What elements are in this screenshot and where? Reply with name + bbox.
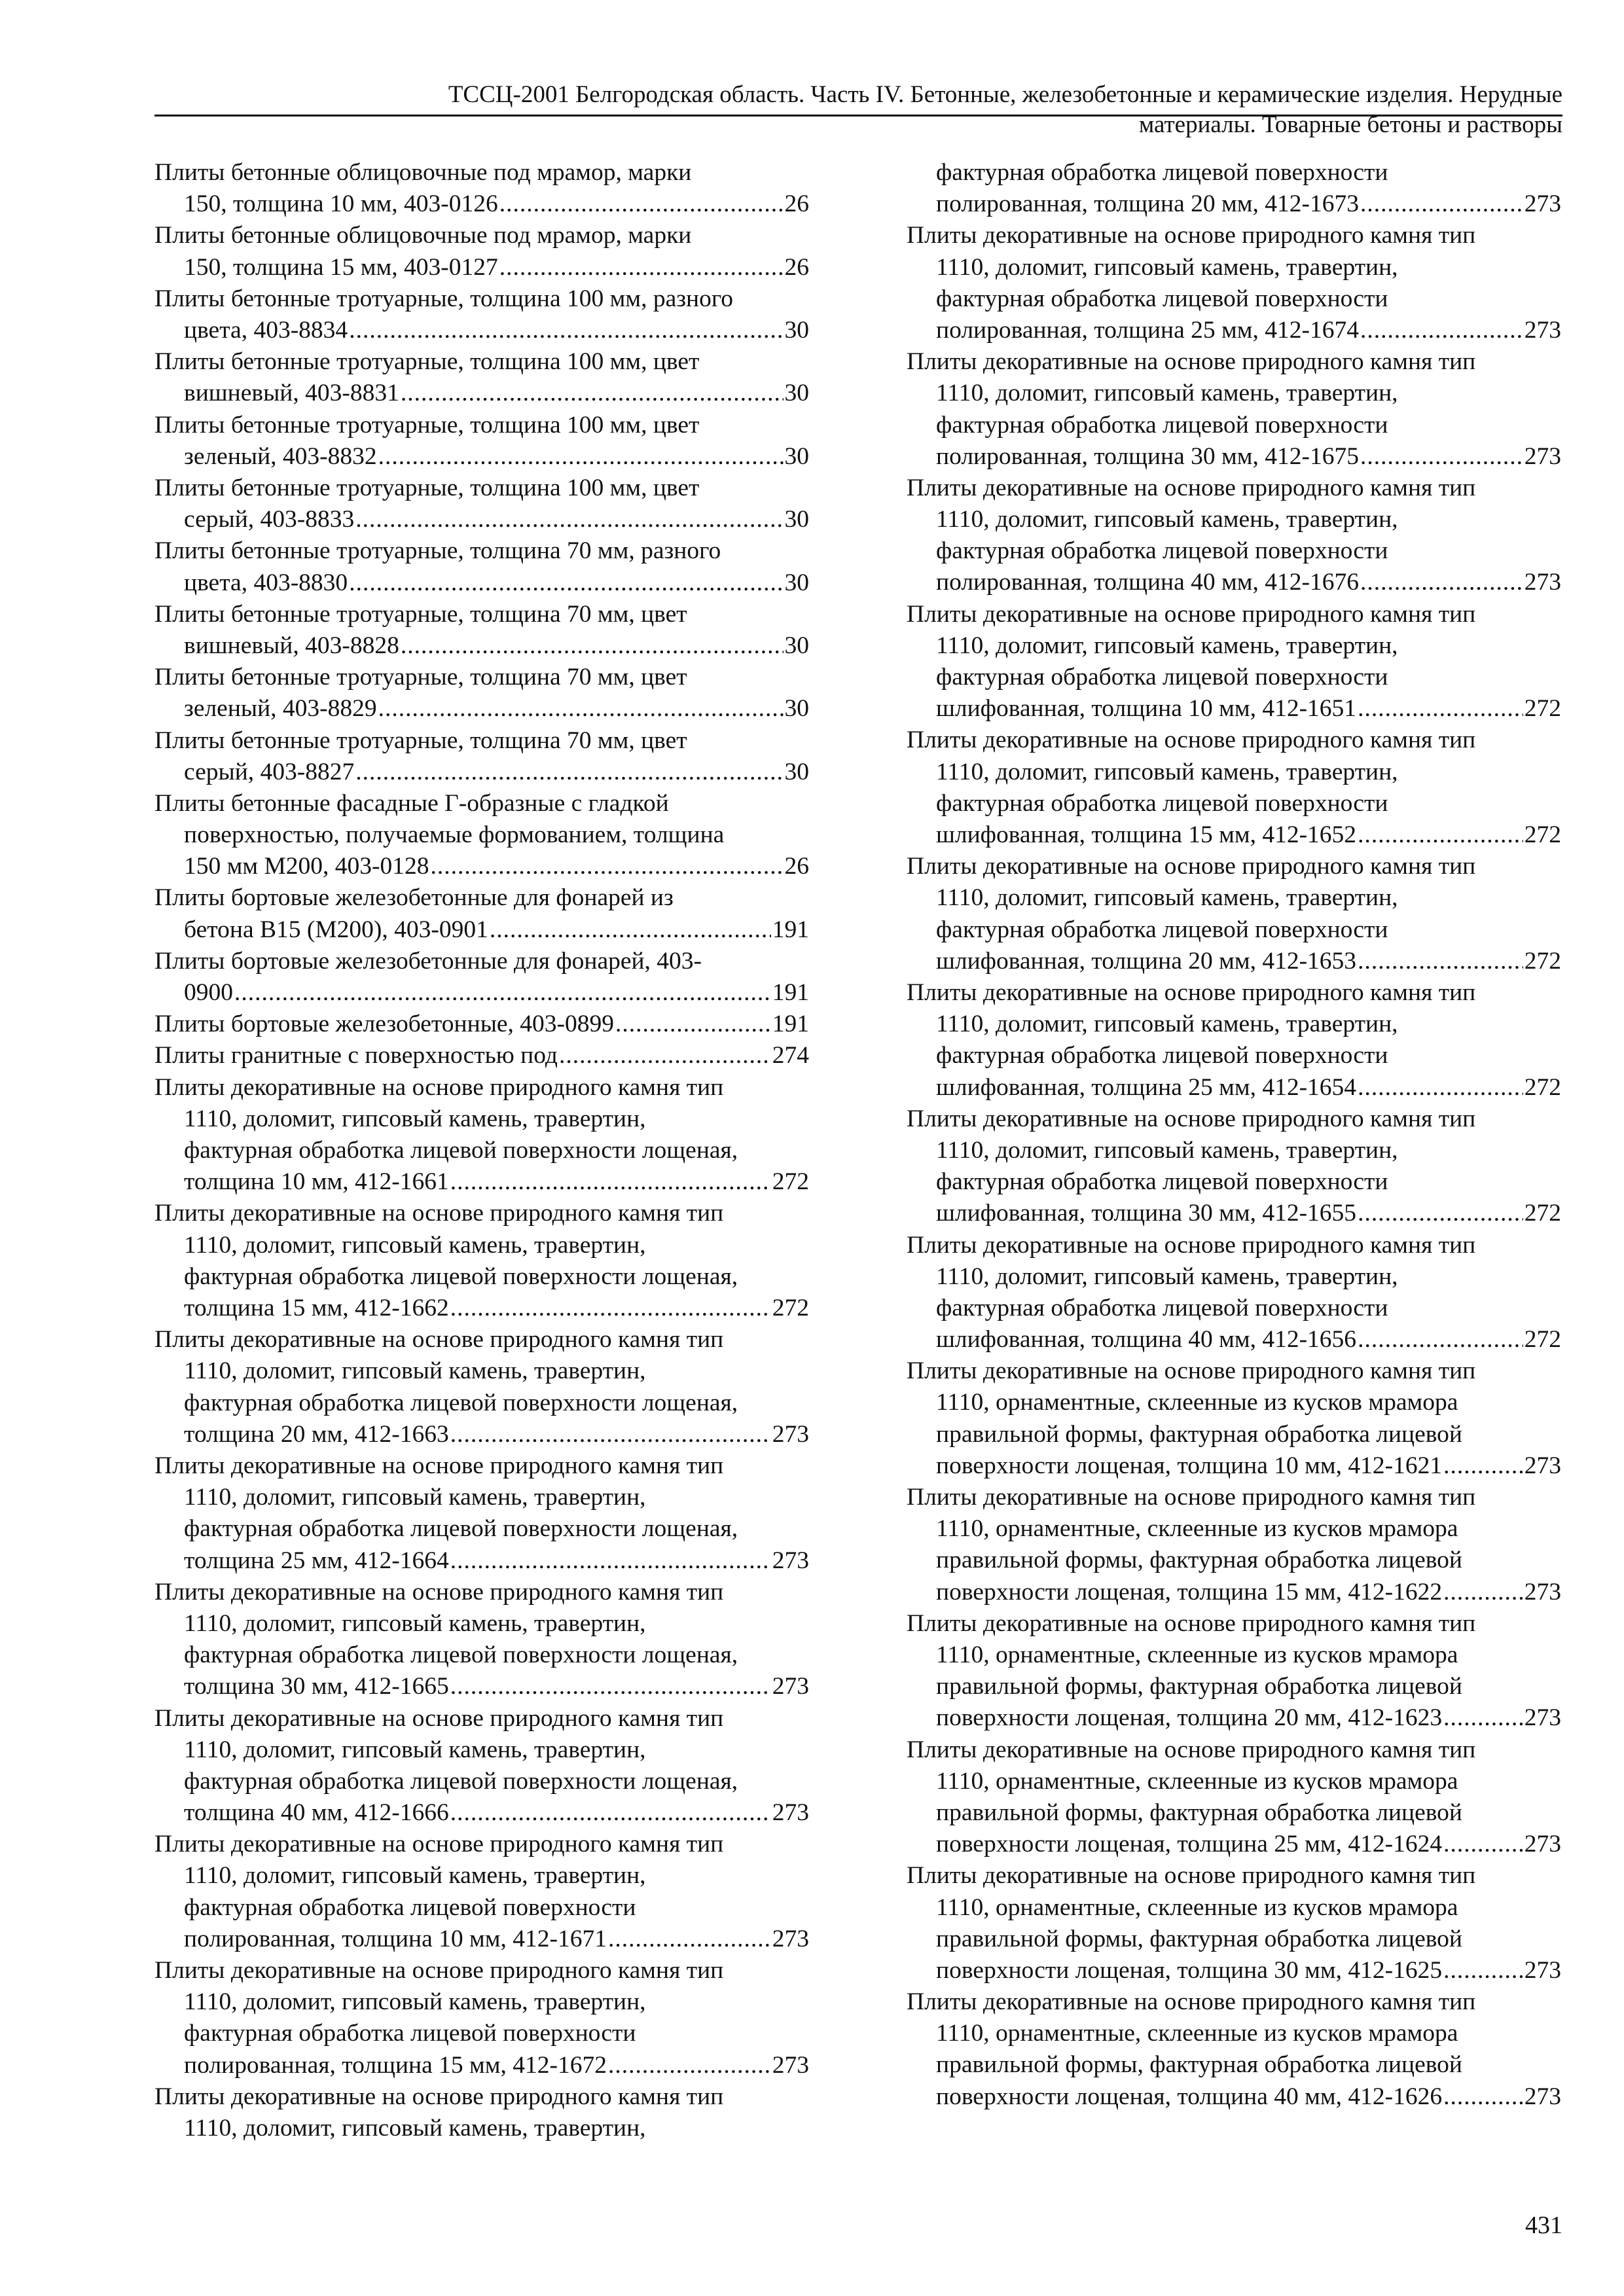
index-entry-page: 272 <box>1524 1073 1561 1101</box>
index-entry-page: 273 <box>1524 190 1561 218</box>
index-entry-last-line <box>907 1955 1561 1986</box>
index-entry-text: 1110, орнаментные, склеенные из кусков мрамора <box>936 1641 1458 1668</box>
index-entry <box>154 1703 809 1829</box>
index-entry <box>154 1072 809 1198</box>
index-entry-page: 191 <box>772 916 809 943</box>
index-entry-last-line <box>907 946 1561 977</box>
dot-leader <box>1360 188 1523 220</box>
index-entry-page: 273 <box>1524 316 1561 344</box>
index-entry-last-line <box>154 1293 809 1324</box>
index-entry-text: Плиты бортовые железобетонные, 403-0899 <box>154 1011 615 1038</box>
index-entry <box>154 1198 809 1324</box>
index-entry <box>154 410 809 473</box>
index-entry-text: Плиты декоративные на основе природного камня тип <box>907 348 1476 376</box>
index-entry <box>154 283 809 346</box>
index-entry <box>907 1608 1561 1734</box>
index-entry-page: 273 <box>1524 569 1561 596</box>
index-entry <box>154 157 809 220</box>
dot-leader <box>1443 1577 1523 1608</box>
dot-leader <box>450 1166 771 1198</box>
dot-leader <box>378 441 784 473</box>
index-entry-text: Плиты декоративные на основе природного камня тип <box>907 1736 1476 1763</box>
index-entry-page: 272 <box>772 1295 809 1321</box>
dot-leader <box>608 1924 771 1955</box>
index-entry-page: 273 <box>772 1799 809 1827</box>
index-entry-text: 1110, орнаментные, склеенные из кусков мрамора <box>936 1515 1458 1543</box>
index-entry-page: 191 <box>772 1011 809 1038</box>
index-entry-last-line <box>154 1671 809 1702</box>
dot-leader <box>1358 946 1523 977</box>
index-entry <box>154 788 809 883</box>
index-entry-text: 1110, орнаментные, склеенные из кусков мрамора <box>936 2020 1458 2047</box>
index-entry-text: 1110, доломит, гипсовый камень, травертин, <box>184 1231 646 1259</box>
index-entry-text: Плиты декоративные на основе природного камня тип <box>154 1073 724 1101</box>
index-entry-text: 1110, орнаментные, склеенные из кусков мрамора <box>936 1389 1458 1416</box>
index-entry-text: Плиты декоративные на основе природного камня тип <box>907 222 1476 249</box>
index-entry-text: правильной формы, фактурная обработка лицевой <box>936 1420 1462 1448</box>
index-entry-text: 0900 <box>184 979 233 1007</box>
index-entry-text: Плиты бетонные тротуарные, толщина 100 мм, цвет <box>154 474 700 501</box>
dot-leader <box>1443 1829 1523 1860</box>
index-entry-page: 273 <box>1524 1831 1561 1858</box>
index-entry <box>907 1860 1561 1986</box>
dot-leader <box>1360 315 1523 346</box>
index-entry <box>154 599 809 662</box>
index-entry-text: 1110, доломит, гипсовый камень, травертин, <box>936 506 1398 533</box>
index-entry-last-line <box>154 378 809 409</box>
index-entry-text: Плиты декоративные на основе природного камня тип <box>154 1200 724 1227</box>
index-entry-text: 150 мм М200, 403-0128 <box>184 853 429 880</box>
dot-leader <box>559 1040 771 1071</box>
dot-leader <box>450 1797 771 1829</box>
index-entry-text: Плиты декоративные на основе природного камня тип <box>907 978 1476 1006</box>
index-entry-text: Плиты декоративные на основе природного камня тип <box>907 1988 1476 2016</box>
dot-leader <box>1358 1324 1523 1355</box>
index-entry-text: Плиты декоративные на основе природного камня тип <box>154 1326 724 1354</box>
index-entry-text: 1110, доломит, гипсовый камень, травертин, <box>184 1105 646 1132</box>
index-entry <box>154 220 809 283</box>
index-entry <box>907 1230 1561 1356</box>
dot-leader <box>450 1545 771 1577</box>
index-entry-text: Плиты декоративные на основе природного камня тип <box>907 600 1476 628</box>
index-entry-page: 273 <box>1524 1704 1561 1732</box>
index-entry <box>907 1355 1561 1482</box>
index-entry-text: поверхности лощеная, толщина 40 мм, 412-1626 <box>936 2083 1443 2110</box>
index-entry-text: 1110, доломит, гипсовый камень, травертин, <box>936 1011 1398 1038</box>
index-entry-text: полированная, толщина 40 мм, 412-1676 <box>936 569 1359 596</box>
page-number: 431 <box>1525 2212 1562 2239</box>
index-entry-text: фактурная обработка лицевой поверхности лощеная, <box>184 1389 738 1416</box>
running-header-line-1: ТССЦ-2001 Белгородская область. Часть IV. Бетонные, железобетонные и керамические изделия. Нерудные <box>448 81 1562 108</box>
index-entry-text: 1110, доломит, гипсовый камень, травертин, <box>936 380 1398 407</box>
index-entry-text: Плиты бетонные тротуарные, толщина 100 мм, цвет <box>154 348 700 376</box>
index-entry-page: 273 <box>1524 442 1561 470</box>
index-entry-text: фактурная обработка лицевой поверхности <box>936 537 1388 565</box>
index-entry-page: 30 <box>784 569 809 596</box>
index-entry-page: 273 <box>1524 1452 1561 1479</box>
index-entry-text: зеленый, 403-8832 <box>184 442 377 470</box>
dot-leader <box>1358 693 1523 725</box>
index-entry-last-line <box>907 1324 1561 1355</box>
dot-leader <box>1443 1450 1523 1482</box>
index-entry-text: толщина 30 мм, 412-1665 <box>184 1673 449 1700</box>
dot-leader <box>450 1293 771 1324</box>
running-header-line-2: материалы. Товарные бетоны и растворы <box>1138 111 1562 138</box>
index-entry-text: 1110, доломит, гипсовый камень, травертин, <box>184 1862 646 1890</box>
index-entry-last-line <box>154 1797 809 1829</box>
index-entry <box>154 1009 809 1040</box>
index-entry-last-line <box>154 1545 809 1577</box>
index-entry <box>907 1734 1561 1861</box>
index-entry-text: фактурная обработка лицевой поверхности <box>936 159 1388 186</box>
index-entry <box>907 1986 1561 2113</box>
index-entry-text: Плиты декоративные на основе природного камня тип <box>907 1105 1476 1132</box>
index-entry-text: правильной формы, фактурная обработка лицевой <box>936 1673 1462 1700</box>
index-entry-text: вишневый, 403-8828 <box>184 632 399 659</box>
dot-leader <box>499 188 784 220</box>
dot-leader <box>1360 567 1523 598</box>
index-entry-page: 30 <box>784 506 809 533</box>
index-entry <box>154 946 809 1009</box>
index-entry-text: поверхности лощеная, толщина 10 мм, 412-1621 <box>936 1452 1443 1479</box>
index-entry-text: Плиты бортовые железобетонные для фонарей, 403- <box>154 947 702 975</box>
index-entry-text: 1110, доломит, гипсовый камень, травертин, <box>936 253 1398 281</box>
index-entry-text: серый, 403-8833 <box>184 506 355 533</box>
index-entry <box>907 1482 1561 1608</box>
index-entry <box>154 1577 809 1703</box>
header-rule <box>154 115 1562 117</box>
index-entry-text: шлифованная, толщина 25 мм, 412-1654 <box>936 1073 1357 1101</box>
index-entry <box>907 977 1561 1103</box>
index-entry <box>154 1040 809 1071</box>
index-entry-text: фактурная обработка лицевой поверхности лощеная, <box>184 1515 738 1543</box>
index-entry-text: Плиты бетонные тротуарные, толщина 100 мм, разного <box>154 285 734 312</box>
index-entry-page: 273 <box>772 1925 809 1952</box>
index-entry-text: Плиты бетонные фасадные Г-образные с гладкой <box>154 789 669 817</box>
index-entry-text: вишневый, 403-8831 <box>184 380 399 407</box>
index-entry-last-line <box>907 2081 1561 2113</box>
index-entry-text: фактурная обработка лицевой поверхности <box>936 664 1388 691</box>
index-entry-text: толщина 40 мм, 412-1666 <box>184 1799 449 1827</box>
index-entry-text: 1110, доломит, гипсовый камень, травертин, <box>184 2114 646 2142</box>
index-entry <box>154 882 809 945</box>
index-entry <box>907 599 1561 725</box>
index-entry-text: шлифованная, толщина 30 мм, 412-1655 <box>936 1200 1357 1227</box>
index-entry-last-line <box>154 504 809 535</box>
index-entry-text: фактурная обработка лицевой поверхности <box>936 916 1388 943</box>
index-entry <box>154 473 809 535</box>
index-entry-text: фактурная обработка лицевой поверхности лощеная, <box>184 1641 738 1669</box>
index-entry-last-line <box>154 441 809 473</box>
index-entry-text: цвета, 403-8830 <box>184 569 348 596</box>
dot-leader <box>1443 2081 1523 2113</box>
index-entry-text: шлифованная, толщина 10 мм, 412-1651 <box>936 695 1357 723</box>
index-entry-text: Плиты бетонные тротуарные, толщина 70 мм, цвет <box>154 600 687 628</box>
dot-leader <box>490 914 771 946</box>
index-entry <box>154 1955 809 2081</box>
index-entry-page: 30 <box>784 695 809 723</box>
index-entry-page: 272 <box>1524 947 1561 975</box>
index-entry-page: 273 <box>772 1547 809 1574</box>
index-entry-text: Плиты бетонные облицовочные под мрамор, марки <box>154 159 692 186</box>
index-entry-text: поверхностью, получаемые формованием, толщина <box>184 821 725 849</box>
index-entry-text: Плиты декоративные на основе природного камня тип <box>907 1862 1476 1890</box>
index-column-left <box>154 157 809 2144</box>
index-entry-text: 1110, доломит, гипсовый камень, травертин, <box>184 1609 646 1637</box>
index-entry-text: 1110, доломит, гипсовый камень, травертин, <box>184 1988 646 2016</box>
index-entry-text: шлифованная, толщина 15 мм, 412-1652 <box>936 821 1357 849</box>
index-entry-page: 191 <box>772 979 809 1007</box>
index-entry-page: 272 <box>1524 1326 1561 1354</box>
index-entry-page: 273 <box>1524 1956 1561 1984</box>
index-entry-page: 273 <box>772 1420 809 1448</box>
index-entry-text: фактурная обработка лицевой поверхности <box>184 1893 636 1921</box>
index-entry-text: полированная, толщина 30 мм, 412-1675 <box>936 442 1359 470</box>
dot-leader <box>234 977 771 1009</box>
index-entry-text: правильной формы, фактурная обработка лицевой <box>936 1799 1462 1826</box>
index-entry-last-line <box>154 1419 809 1450</box>
index-entry <box>907 851 1561 977</box>
dot-leader <box>355 757 783 788</box>
index-entry-last-line <box>154 1166 809 1198</box>
index-entry-text: серый, 403-8827 <box>184 758 355 785</box>
index-entry <box>907 220 1561 346</box>
index-entry-text: Плиты бетонные тротуарные, толщина 70 мм, разного <box>154 537 721 565</box>
index-entry-last-line <box>907 1072 1561 1103</box>
index-entry-text: Плиты декоративные на основе природного камня тип <box>154 1957 724 1984</box>
dot-leader <box>431 851 784 882</box>
index-entry-last-line <box>907 567 1561 598</box>
index-entry-page: 30 <box>784 442 809 470</box>
index-entry-text: Плиты декоративные на основе природного камня тип <box>907 474 1476 501</box>
index-entry-text: Плиты бетонные тротуарные, толщина 100 мм, цвет <box>154 411 700 439</box>
dot-leader <box>1443 1955 1523 1986</box>
index-entry <box>907 1103 1561 1230</box>
index-entry-text: полированная, толщина 25 мм, 412-1674 <box>936 316 1359 344</box>
index-entry-text: шлифованная, толщина 40 мм, 412-1656 <box>936 1326 1357 1354</box>
index-entry-page: 30 <box>784 316 809 344</box>
index-entry-last-line <box>154 693 809 725</box>
dot-leader <box>499 252 784 283</box>
index-entry-page: 273 <box>772 2051 809 2079</box>
index-entry-text: 1110, доломит, гипсовый камень, травертин, <box>184 1736 646 1763</box>
index-entry <box>907 157 1561 220</box>
index-entry-text: полированная, толщина 10 мм, 412-1671 <box>184 1925 607 1952</box>
index-entry-text: толщина 25 мм, 412-1664 <box>184 1547 449 1574</box>
index-entry-last-line <box>154 2050 809 2081</box>
index-entry-last-line <box>154 977 809 1009</box>
dot-leader <box>355 504 783 535</box>
index-entry-text: 1110, орнаментные, склеенные из кусков мрамора <box>936 1767 1458 1795</box>
index-entry-text: Плиты бетонные тротуарные, толщина 70 мм, цвет <box>154 726 687 754</box>
index-entry <box>907 346 1561 473</box>
index-entry-text: толщина 15 мм, 412-1662 <box>184 1295 449 1321</box>
index-entry-last-line <box>154 630 809 662</box>
index-entry-page: 26 <box>784 253 809 281</box>
index-entry-last-line <box>907 1198 1561 1229</box>
index-entry-page: 272 <box>1524 695 1561 723</box>
index-entry-text: 1110, доломит, гипсовый камень, травертин, <box>936 632 1398 659</box>
index-entry-text: Плиты бортовые железобетонные для фонарей из <box>154 884 674 912</box>
index-entry-last-line <box>907 188 1561 220</box>
index-entry-last-line <box>154 567 809 599</box>
index-entry-text: 1110, доломит, гипсовый камень, травертин, <box>184 1484 646 1511</box>
dot-leader <box>401 630 784 662</box>
index-entry-page: 26 <box>784 853 809 880</box>
index-entry-page: 30 <box>784 632 809 659</box>
dot-leader <box>1443 1702 1523 1734</box>
index-entry-page: 272 <box>772 1168 809 1196</box>
index-entry <box>154 1829 809 1955</box>
index-entry-text: правильной формы, фактурная обработка лицевой <box>936 1547 1462 1574</box>
index-entry-text: цвета, 403-8834 <box>184 316 348 344</box>
dot-leader <box>1360 441 1523 473</box>
index-entry-last-line <box>154 757 809 788</box>
index-entry <box>907 473 1561 599</box>
index-entry-last-line <box>154 851 809 882</box>
index-entry-text: Плиты декоративные на основе природного камня тип <box>154 1704 724 1732</box>
index-entry-page: 272 <box>1524 821 1561 849</box>
index-entry <box>154 346 809 409</box>
index-entry-text: Плиты декоративные на основе природного камня тип <box>154 2083 724 2110</box>
index-entry-text: фактурная обработка лицевой поверхности <box>936 411 1388 439</box>
index-entry-text: шлифованная, толщина 20 мм, 412-1653 <box>936 947 1357 975</box>
index-entry-text: Плиты бетонные тротуарные, толщина 70 мм, цвет <box>154 664 687 691</box>
index-entry-text: 1110, орнаментные, склеенные из кусков мрамора <box>936 1893 1458 1921</box>
index-entry-text: фактурная обработка лицевой поверхности <box>936 1042 1388 1069</box>
index-entry-text: Плиты декоративные на основе природного камня тип <box>154 1452 724 1479</box>
dot-leader <box>401 378 784 409</box>
index-entry-text: Плиты декоративные на основе природного камня тип <box>907 853 1476 880</box>
index-entry-text: толщина 10 мм, 412-1661 <box>184 1168 449 1196</box>
dot-leader <box>608 2050 771 2081</box>
dot-leader <box>450 1419 771 1450</box>
dot-leader <box>1358 1198 1523 1229</box>
index-entry-last-line <box>907 441 1561 473</box>
index-entry-text: Плиты декоративные на основе природного камня тип <box>154 1578 724 1605</box>
index-entry <box>154 725 809 788</box>
dot-leader <box>349 315 783 346</box>
index-entry-text: Плиты декоративные на основе природного камня тип <box>154 1831 724 1858</box>
index-entry-text: толщина 20 мм, 412-1663 <box>184 1420 449 1448</box>
index-entry-text: 1110, доломит, гипсовый камень, травертин, <box>936 758 1398 785</box>
index-entry-page: 273 <box>772 1673 809 1700</box>
index-entry-text: полированная, толщина 20 мм, 412-1673 <box>936 190 1359 218</box>
index-entry-page: 272 <box>1524 1200 1561 1227</box>
index-entry-last-line <box>907 315 1561 346</box>
index-entry-text: 1110, доломит, гипсовый камень, травертин, <box>184 1357 646 1385</box>
index-entry-last-line <box>907 1829 1561 1860</box>
index-entry <box>154 662 809 725</box>
index-entry-text: Плиты декоративные на основе природного камня тип <box>907 1484 1476 1511</box>
index-entry <box>907 725 1561 851</box>
index-entry-text: фактурная обработка лицевой поверхности <box>184 2020 636 2047</box>
index-entry-text: Плиты декоративные на основе природного камня тип <box>907 1357 1476 1385</box>
index-entry-text: фактурная обработка лицевой поверхности лощеная, <box>184 1263 738 1290</box>
index-entry-last-line <box>154 315 809 346</box>
index-entry-text: фактурная обработка лицевой поверхности <box>936 285 1388 312</box>
index-entry-text: 150, толщина 10 мм, 403-0126 <box>184 190 498 218</box>
index-entry-last-line <box>154 188 809 220</box>
dot-leader <box>450 1671 771 1702</box>
dot-leader <box>1358 819 1523 851</box>
index-entry-last-line <box>907 1577 1561 1608</box>
dot-leader <box>1358 1072 1523 1103</box>
index-entry-text: бетона В15 (М200), 403-0901 <box>184 916 488 943</box>
index-entry-text: 1110, доломит, гипсовый камень, травертин, <box>936 1263 1398 1290</box>
index-entry-text: Плиты декоративные на основе природного камня тип <box>907 1231 1476 1259</box>
index-entry-text: Плиты декоративные на основе природного камня тип <box>907 1609 1476 1637</box>
index-entry <box>154 2081 809 2144</box>
index-entry-last-line <box>907 819 1561 851</box>
index-entry <box>154 1324 809 1450</box>
index-entry-last-line <box>154 1040 809 1071</box>
index-entry-page: 273 <box>1524 2083 1561 2110</box>
index-entry-text: фактурная обработка лицевой поверхности лощеная, <box>184 1767 738 1795</box>
index-entry-text: фактурная обработка лицевой поверхности <box>936 789 1388 817</box>
index-entry-page: 30 <box>784 758 809 785</box>
index-entry-page: 273 <box>1524 1578 1561 1605</box>
index-entry-page: 274 <box>772 1042 809 1069</box>
index-entry-text: фактурная обработка лицевой поверхности лощеная, <box>184 1137 738 1164</box>
index-entry-text: поверхности лощеная, толщина 30 мм, 412-1625 <box>936 1956 1443 1984</box>
index-entry-last-line <box>907 1702 1561 1734</box>
index-entry-text: фактурная обработка лицевой поверхности <box>936 1294 1388 1321</box>
index-entry-text: фактурная обработка лицевой поверхности <box>936 1168 1388 1196</box>
index-entry-text: поверхности лощеная, толщина 20 мм, 412-1623 <box>936 1704 1443 1732</box>
index-entry-last-line <box>154 252 809 283</box>
index-column-right <box>907 157 1561 2113</box>
index-entry-last-line <box>907 1450 1561 1482</box>
dot-leader <box>349 567 783 599</box>
index-entry-last-line <box>154 1924 809 1955</box>
index-entry-text: полированная, толщина 15 мм, 412-1672 <box>184 2051 607 2079</box>
index-entry-text: Плиты бетонные облицовочные под мрамор, марки <box>154 222 692 249</box>
index-entry-text: 150, толщина 15 мм, 403-0127 <box>184 253 498 281</box>
index-entry-text: правильной формы, фактурная обработка лицевой <box>936 2051 1462 2079</box>
index-entry-last-line <box>907 693 1561 725</box>
index-entry <box>154 1450 809 1577</box>
index-entry <box>154 535 809 598</box>
index-entry-last-line <box>154 914 809 946</box>
index-entry-text: поверхности лощеная, толщина 25 мм, 412-1624 <box>936 1831 1443 1858</box>
running-header <box>154 80 1562 140</box>
dot-leader <box>378 693 784 725</box>
index-entry-text: Плиты гранитные с поверхностью под <box>154 1042 558 1069</box>
index-entry-page: 26 <box>784 190 809 218</box>
index-entry-text: зеленый, 403-8829 <box>184 695 377 723</box>
index-entry-text: правильной формы, фактурная обработка лицевой <box>936 1925 1462 1952</box>
index-entry-text: поверхности лощеная, толщина 15 мм, 412-1622 <box>936 1578 1443 1605</box>
index-entry-text: Плиты декоративные на основе природного камня тип <box>907 726 1476 754</box>
index-entry-text: 1110, доломит, гипсовый камень, травертин, <box>936 1136 1398 1164</box>
index-entry-text: 1110, доломит, гипсовый камень, травертин, <box>936 884 1398 912</box>
index-entry-last-line <box>154 1009 809 1040</box>
dot-leader <box>615 1009 771 1040</box>
index-entry-page: 30 <box>784 380 809 407</box>
